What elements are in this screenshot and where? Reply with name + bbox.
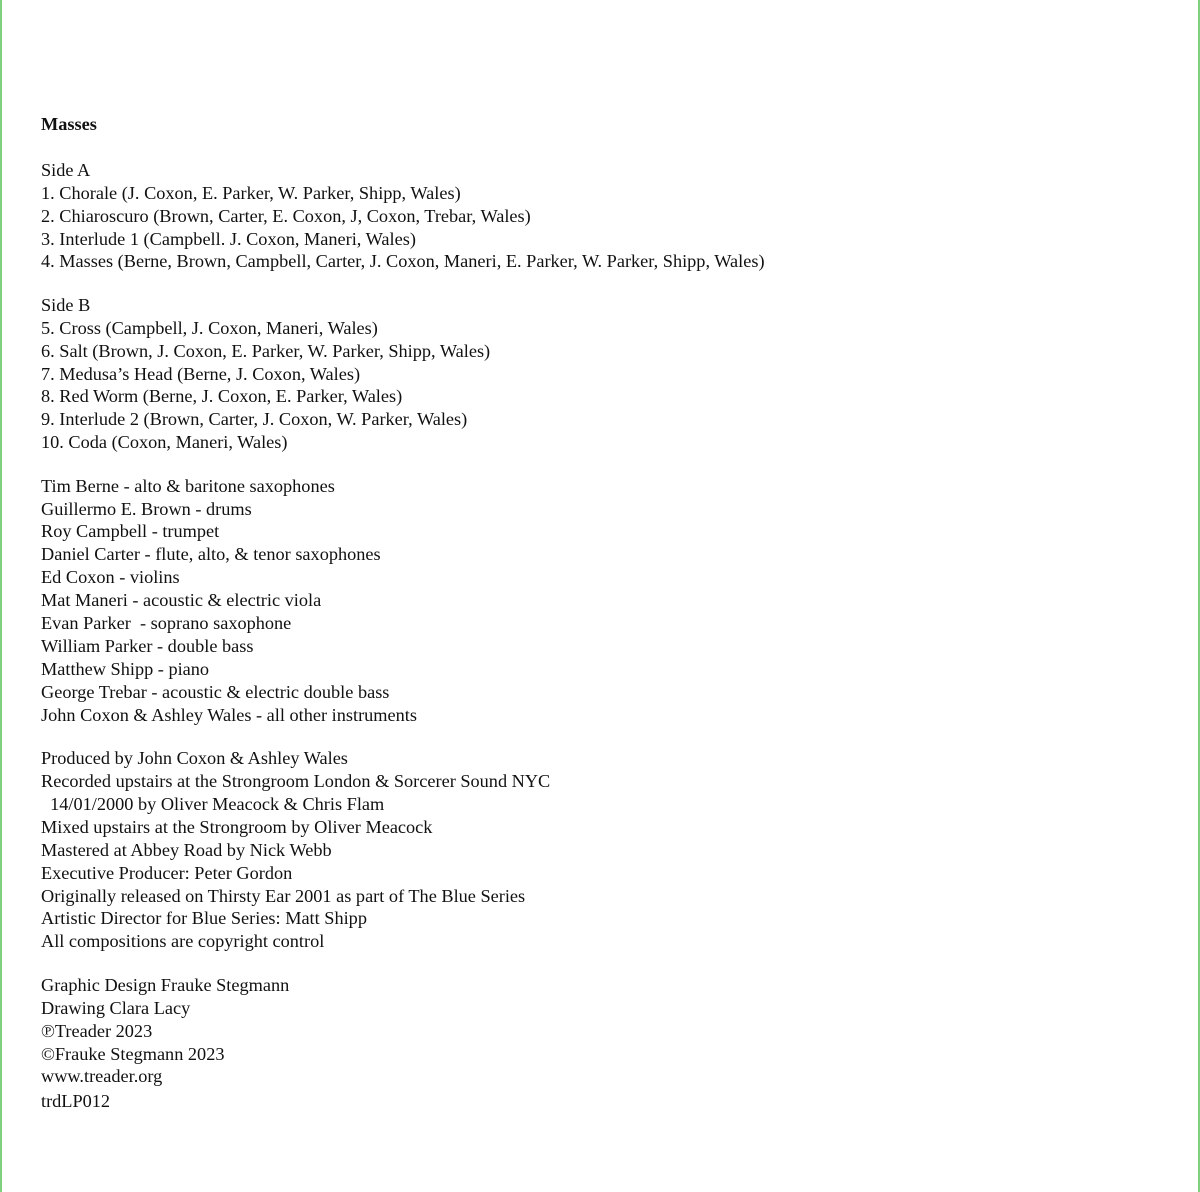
- credit-item: ℗Treader 2023: [41, 1020, 153, 1041]
- side-b-heading: Side B: [41, 294, 91, 315]
- personnel-item: George Trebar - acoustic & electric double bass: [41, 681, 390, 702]
- production-item: Originally released on Thirsty Ear 2001 as part of The Blue Series: [41, 885, 526, 906]
- side-a-section: [41, 159, 1161, 274]
- personnel-item: Tim Berne - alto & baritone saxophones: [41, 475, 335, 496]
- track-item: 7. Medusa’s Head (Berne, J. Coxon, Wales): [41, 363, 361, 384]
- personnel-section: [41, 475, 1161, 727]
- track-item: 1. Chorale (J. Coxon, E. Parker, W. Parker, Shipp, Wales): [41, 182, 461, 203]
- production-item: Mastered at Abbey Road by Nick Webb: [41, 839, 332, 860]
- track-item: 8. Red Worm (Berne, J. Coxon, E. Parker, Wales): [41, 386, 403, 407]
- production-item: 14/01/2000 by Oliver Meacock & Chris Flam: [41, 793, 385, 814]
- track-item: 3. Interlude 1 (Campbell. J. Coxon, Maneri, Wales): [41, 228, 416, 249]
- personnel-item: Matthew Shipp - piano: [41, 658, 210, 679]
- production-item: Artistic Director for Blue Series: Matt Shipp: [41, 908, 367, 929]
- production-item: Executive Producer: Peter Gordon: [41, 862, 293, 883]
- credit-item: Drawing Clara Lacy: [41, 997, 191, 1018]
- personnel-item: John Coxon & Ashley Wales - all other instruments: [41, 704, 417, 725]
- personnel-item: Guillermo E. Brown - drums: [41, 498, 252, 519]
- website-link[interactable]: www.treader.org: [41, 1066, 163, 1087]
- track-item: 2. Chiaroscuro (Brown, Carter, E. Coxon, J, Coxon, Trebar, Wales): [41, 205, 531, 226]
- production-section: [41, 747, 1161, 953]
- personnel-item: Mat Maneri - acoustic & electric viola: [41, 590, 322, 611]
- track-item: 4. Masses (Berne, Brown, Campbell, Carter, J. Coxon, Maneri, E. Parker, W. Parker, Shipp, Wales): [41, 251, 765, 272]
- personnel-item: Roy Campbell - trumpet: [41, 521, 220, 542]
- production-item: All compositions are copyright control: [41, 931, 325, 952]
- production-item: Produced by John Coxon & Ashley Wales: [41, 748, 348, 769]
- personnel-item: William Parker - double bass: [41, 636, 254, 657]
- credit-item: ©Frauke Stegmann 2023: [41, 1043, 225, 1064]
- production-item: Mixed upstairs at the Strongroom by Oliver Meacock: [41, 816, 433, 837]
- catalog-number: trdLP012: [41, 1091, 111, 1112]
- personnel-item: Ed Coxon - violins: [41, 567, 180, 588]
- credit-item: Graphic Design Frauke Stegmann: [41, 974, 290, 995]
- album-title: Masses: [41, 114, 97, 134]
- personnel-item: Evan Parker - soprano saxophone: [41, 613, 292, 634]
- liner-notes: [41, 113, 1161, 1113]
- production-item: Recorded upstairs at the Strongroom London & Sorcerer Sound NYC: [41, 771, 551, 792]
- side-b-section: [41, 294, 1161, 454]
- personnel-item: Daniel Carter - flute, alto, & tenor saxophones: [41, 544, 381, 565]
- credits-section: [41, 974, 1161, 1089]
- track-item: 10. Coda (Coxon, Maneri, Wales): [41, 432, 288, 453]
- side-a-heading: Side A: [41, 159, 91, 180]
- track-item: 5. Cross (Campbell, J. Coxon, Maneri, Wales): [41, 317, 378, 338]
- track-item: 6. Salt (Brown, J. Coxon, E. Parker, W. Parker, Shipp, Wales): [41, 340, 491, 361]
- track-item: 9. Interlude 2 (Brown, Carter, J. Coxon, W. Parker, Wales): [41, 409, 468, 430]
